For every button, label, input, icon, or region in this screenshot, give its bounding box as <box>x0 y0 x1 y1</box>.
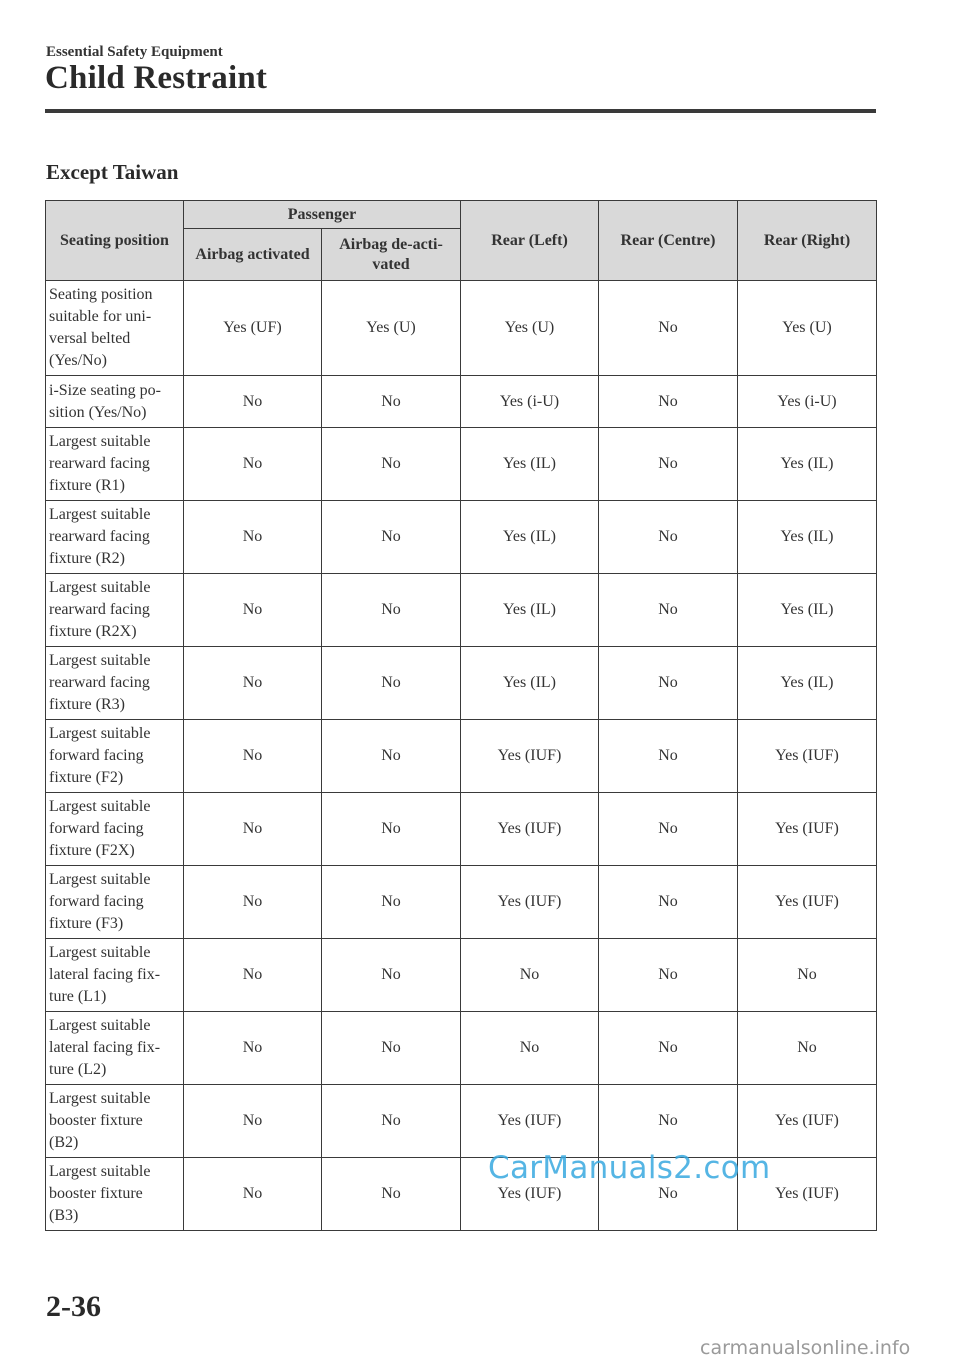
table-cell: Yes (IUF) <box>461 1158 599 1231</box>
table-cell: No <box>322 647 461 720</box>
table-cell: Yes (i-U) <box>738 376 877 428</box>
row-label: Largest suitable forward facing fixture (F2) <box>46 720 184 793</box>
table-cell: No <box>322 428 461 501</box>
table-cell: No <box>184 793 322 866</box>
header-rear-left: Rear (Left) <box>461 201 599 281</box>
table-cell: No <box>322 866 461 939</box>
table-cell: Yes (IUF) <box>738 793 877 866</box>
table-cell: No <box>599 866 738 939</box>
child-restraint-table <box>45 200 877 1231</box>
table-cell: Yes (IUF) <box>461 793 599 866</box>
table-cell: No <box>599 793 738 866</box>
table-row <box>46 647 877 720</box>
table-cell: No <box>322 376 461 428</box>
table-cell: No <box>322 1012 461 1085</box>
header-airbag-deactivated: Airbag de-acti- vated <box>322 229 461 281</box>
table-cell: No <box>599 1158 738 1231</box>
table-cell: Yes (i-U) <box>461 376 599 428</box>
table-cell: Yes (IL) <box>738 574 877 647</box>
table-cell: No <box>738 939 877 1012</box>
table-cell: No <box>322 720 461 793</box>
table-cell: Yes (IL) <box>461 574 599 647</box>
table-cell: Yes (U) <box>738 281 877 376</box>
table-cell: No <box>184 574 322 647</box>
table-cell: No <box>461 1012 599 1085</box>
table-cell: No <box>322 793 461 866</box>
table-row <box>46 793 877 866</box>
table-cell: No <box>184 939 322 1012</box>
row-label: Largest suitable forward facing fixture (F2X) <box>46 793 184 866</box>
table-cell: Yes (IL) <box>461 647 599 720</box>
table-cell: No <box>599 939 738 1012</box>
table-cell: No <box>184 1085 322 1158</box>
table-cell: Yes (IUF) <box>738 1158 877 1231</box>
table-cell: No <box>599 1085 738 1158</box>
table-cell: No <box>599 1012 738 1085</box>
table-cell: No <box>599 501 738 574</box>
table-cell: Yes (IUF) <box>461 1085 599 1158</box>
table-row <box>46 866 877 939</box>
header-rear-right: Rear (Right) <box>738 201 877 281</box>
table-cell: No <box>322 501 461 574</box>
row-label: Largest suitable rearward facing fixture (R2X) <box>46 574 184 647</box>
footer-source: carmanualsonline.info <box>700 1337 911 1359</box>
table-cell: No <box>322 1085 461 1158</box>
table-cell: Yes (IL) <box>461 428 599 501</box>
table-cell: Yes (IUF) <box>461 866 599 939</box>
row-label: Largest suitable forward facing fixture (F3) <box>46 866 184 939</box>
table-cell: No <box>322 1158 461 1231</box>
header-airbag-activated: Airbag activated <box>184 229 322 281</box>
table-cell: Yes (IUF) <box>461 720 599 793</box>
table-cell: No <box>184 1012 322 1085</box>
table-cell: Yes (IL) <box>461 501 599 574</box>
table-cell: Yes (IL) <box>738 647 877 720</box>
table-row <box>46 574 877 647</box>
subheading: Except Taiwan <box>46 160 179 184</box>
row-label: i-Size seating po- sition (Yes/No) <box>46 376 184 428</box>
row-label: Largest suitable rearward facing fixture (R1) <box>46 428 184 501</box>
header-seating-position: Seating position <box>46 201 184 281</box>
table-cell: No <box>322 939 461 1012</box>
table-cell: No <box>599 428 738 501</box>
page-title: Child Restraint <box>45 60 268 96</box>
table-cell: No <box>599 647 738 720</box>
table-row <box>46 376 877 428</box>
table-row <box>46 281 877 376</box>
table-cell: Yes (U) <box>322 281 461 376</box>
table-cell: Yes (IUF) <box>738 866 877 939</box>
table-cell: No <box>184 501 322 574</box>
table-cell: Yes (IL) <box>738 428 877 501</box>
row-label: Largest suitable rearward facing fixture (R2) <box>46 501 184 574</box>
watermark: CarManuals2.com <box>488 1150 771 1186</box>
table-cell: No <box>184 376 322 428</box>
table-row <box>46 428 877 501</box>
table-cell: Yes (U) <box>461 281 599 376</box>
table-cell: Yes (UF) <box>184 281 322 376</box>
table-cell: No <box>322 574 461 647</box>
table-cell: No <box>184 1158 322 1231</box>
table-cell: No <box>184 428 322 501</box>
table-body <box>46 281 877 1231</box>
table-cell: Yes (IUF) <box>738 720 877 793</box>
section-label: Essential Safety Equipment <box>46 44 223 60</box>
row-label: Largest suitable booster fixture (B3) <box>46 1158 184 1231</box>
table-cell: No <box>738 1012 877 1085</box>
table-cell: No <box>599 720 738 793</box>
table-cell: No <box>599 281 738 376</box>
table-cell: No <box>184 720 322 793</box>
table-cell: Yes (IL) <box>738 501 877 574</box>
row-label: Largest suitable booster fixture (B2) <box>46 1085 184 1158</box>
table-row <box>46 939 877 1012</box>
table-row <box>46 720 877 793</box>
row-label: Largest suitable lateral facing fix- ture (L2) <box>46 1012 184 1085</box>
table-cell: No <box>599 376 738 428</box>
table-cell: No <box>599 574 738 647</box>
row-label: Seating position suitable for uni- versal belted (Yes/No) <box>46 281 184 376</box>
row-label: Largest suitable rearward facing fixture (R3) <box>46 647 184 720</box>
table-cell: No <box>461 939 599 1012</box>
table-row <box>46 1012 877 1085</box>
row-label: Largest suitable lateral facing fix- ture (L1) <box>46 939 184 1012</box>
table-cell: Yes (IUF) <box>738 1085 877 1158</box>
table-cell: No <box>184 647 322 720</box>
header-passenger: Passenger <box>184 201 461 229</box>
header-rear-centre: Rear (Centre) <box>599 201 738 281</box>
page-number: 2-36 <box>46 1290 101 1323</box>
table-row <box>46 501 877 574</box>
table-cell: No <box>184 866 322 939</box>
title-divider <box>45 109 876 113</box>
table-row <box>46 1085 877 1158</box>
